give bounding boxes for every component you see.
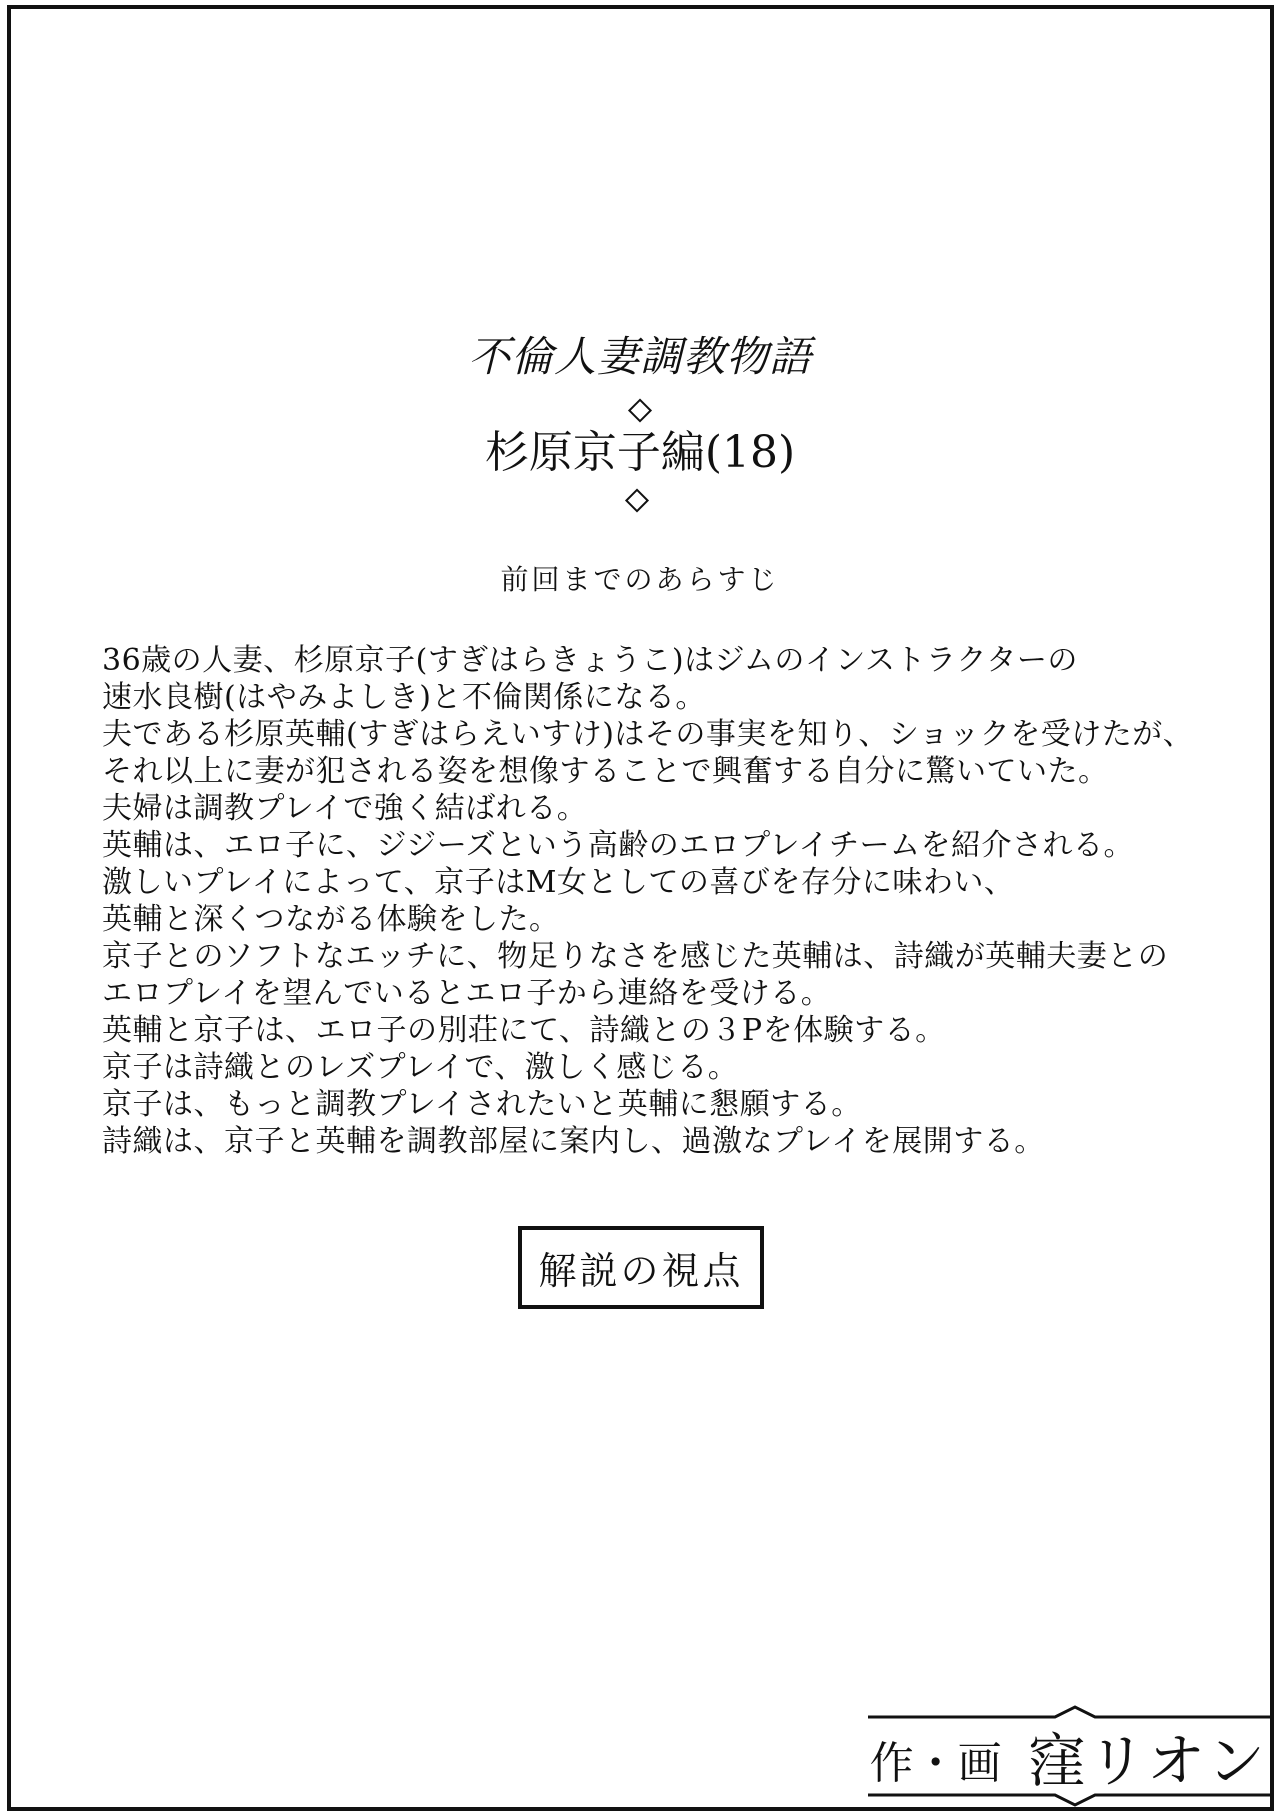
synopsis-line: 京子とのソフトなエッチに、物足りなさを感じた英輔は、詩織が英輔夫妻との — [102, 939, 1169, 974]
credit-artist-name: 窪リオン — [1027, 1727, 1267, 1795]
chapter-subtitle: 杉原京子編(18) — [484, 427, 796, 478]
synopsis-line: 京子は詩織とのレズプレイで、激しく感じる。 — [102, 1050, 739, 1085]
page-title: 不倫人妻調教物語 — [467, 332, 812, 381]
credit-role-label: 作・画 — [869, 1738, 1002, 1789]
synopsis-line: エロプレイを望んでいるとエロ子から連絡を受ける。 — [102, 976, 832, 1011]
synopsis-line: 激しいプレイによって、京子はM女としての喜びを存分に味わい、 — [102, 865, 1015, 900]
synopsis-line: 夫である杉原英輔(すぎはらえいすけ)はその事実を知り、ショックを受けたが、 — [102, 717, 1194, 752]
synopsis-line: 速水良樹(はやみよしき)と不倫関係になる。 — [102, 680, 706, 715]
diamond-divider-icon — [628, 398, 652, 422]
commentary-viewpoint-box: 解説の視点 — [518, 1226, 764, 1309]
credit-text-row — [868, 1720, 1272, 1795]
synopsis-line: 夫婦は調教プレイで強く結ばれる。 — [102, 791, 588, 826]
synopsis-line: 36歳の人妻、杉原京子(すぎはらきょうこ)はジムのインストラクターの — [102, 643, 1078, 678]
synopsis-line: 英輔と深くつながる体験をした。 — [102, 902, 560, 937]
synopsis-line: それ以上に妻が犯される姿を想像することで興奮する自分に驚いていた。 — [102, 754, 1109, 789]
author-credit-block — [868, 1704, 1272, 1808]
synopsis-heading: 前回までのあらすじ — [500, 563, 780, 596]
synopsis-line: 英輔は、エロ子に、ジジーズという高齢のエロプレイチームを紹介される。 — [102, 828, 1135, 863]
synopsis-line: 詩織は、京子と英輔を調教部屋に案内し、過激なプレイを展開する。 — [102, 1124, 1045, 1159]
synopsis-line: 京子は、もっと調教プレイされたいと英輔に懇願する。 — [102, 1087, 862, 1122]
diamond-divider-icon — [625, 488, 649, 512]
credit-rule-top-with-chevron-icon — [868, 1704, 1272, 1720]
synopsis-text-block — [102, 642, 1232, 1160]
synopsis-line: 英輔と京子は、エロ子の別荘にて、詩織との３Pを体験する。 — [102, 1013, 946, 1048]
